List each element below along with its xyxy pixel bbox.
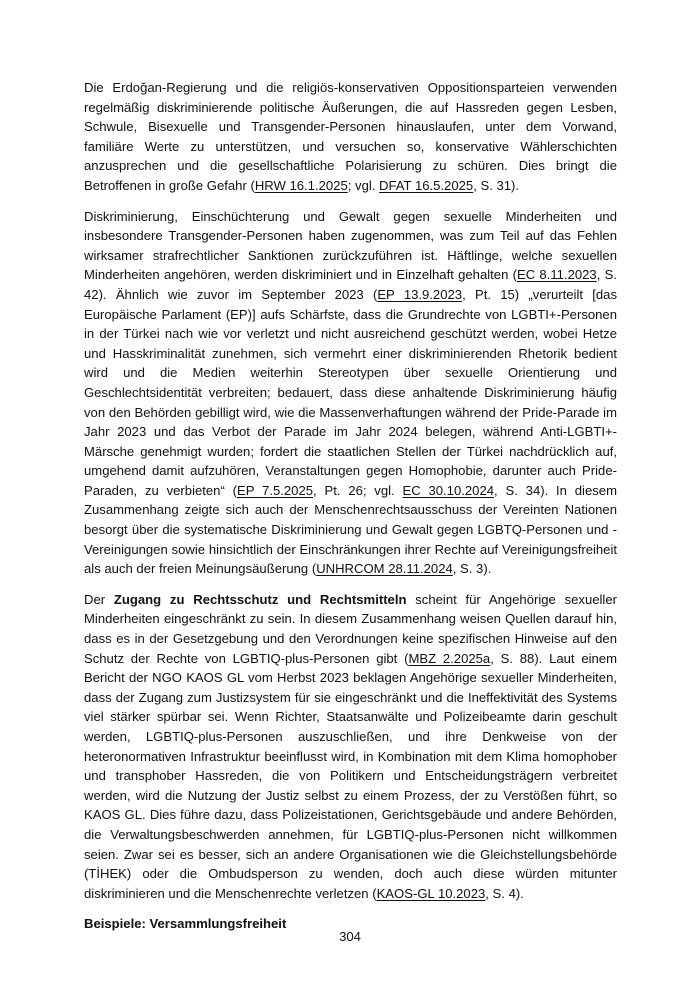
source-reference-link[interactable]: DFAT 16.5.2025 <box>379 177 474 193</box>
text-segment: , S. 3). <box>452 561 492 577</box>
paragraph-3 <box>84 590 617 904</box>
text-segment: , S. 31). <box>473 177 520 193</box>
bold-term: Zugang zu Rechtsschutz und Rechtsmitteln <box>113 591 407 607</box>
page-number: 304 <box>339 929 361 944</box>
text-segment: , S. 34). In diesem Zusammenhang zeigte sich auch der Menschenrechtsausschuss der Vereinten Nationen besorgt über die systematische Diskriminierung und Gewalt gegen LGBTQ-Personen und -Vereinigungen sowie hinsichtlich der Einschränkungen ihrer Rechte auf Vereinigungsfreiheit als auch der freien Meinungsäußerung ( <box>84 482 617 577</box>
source-reference-link[interactable]: EP 13.9.2023 <box>377 286 463 302</box>
paragraph-2 <box>84 207 617 579</box>
text-segment: scheint für Angehörige sexueller Minderheiten eingeschränkt zu sein. In diesem Zusammenhang weisen Quellen darauf hin, dass es in der Gesetzgebung und den Verordnungen keine spezifischen Hinweise auf den Schutz der Rechte von LGBTIQ-plus-Personen gibt ( <box>84 591 617 666</box>
source-reference-link[interactable]: HRW 16.1.2025 <box>254 177 348 193</box>
paragraph-1 <box>84 78 617 196</box>
source-reference-link[interactable]: EC 30.10.2024 <box>402 482 495 498</box>
source-reference-link[interactable]: KAOS-GL 10.2023 <box>376 885 486 901</box>
source-reference-link[interactable]: UNHRCOM 28.11.2024 <box>316 561 453 577</box>
text-segment: Diskriminierung, Einschüchterung und Gewalt gegen sexuelle Minderheiten und insbesondere Transgender-Personen haben zugenommen, was zum Teil auf das Fehlen wirksamer strafrechtlicher Sanktionen zurückzuführen ist. Häftlinge, welche sexuellen Minderheiten angehören, werden diskriminiert und in Einzelhaft gehalten ( <box>84 208 617 283</box>
text-segment: , S. 4). <box>485 885 524 901</box>
section-heading: Beispiele: Versammlungsfreiheit <box>84 916 287 932</box>
main-content <box>84 78 617 934</box>
text-segment: Die Erdoğan-Regierung und die religiös-konservativen Oppositionsparteien verwenden regelmäßig diskriminierende politische Äußerungen, die auf Hassreden gegen Lesben, Schwule, Bisexuelle und Transgender-Personen hinauslaufen, unter dem Vorwand, familiäre Werte zu unterstützen, und versuchen so, konservative Wählerschichten anzusprechen und die gesellschaftliche Polarisierung zu schüren. Dies bringt die Betroffenen in große Gefahr ( <box>84 80 617 193</box>
source-reference-link[interactable]: EC 8.11.2023 <box>516 267 597 283</box>
text-segment: , S. 42). Ähnlich wie zuvor im September 2023 ( <box>84 267 617 302</box>
text-segment: Der <box>84 591 114 607</box>
text-segment: ; vgl. <box>347 177 380 193</box>
text-segment: , Pt. 26; vgl. <box>313 482 403 498</box>
source-reference-link[interactable]: EP 7.5.2025 <box>237 482 314 498</box>
text-segment: , S. 88). Laut einem Bericht der NGO KAOS GL vom Herbst 2023 beklagen Angehörige sexueller Minderheiten, dass der Zugang zum Justizsystem für sie eingeschränkt und die Ineffektivität des Systems viel stärker spürbar sei. Wenn Richter, Staatsanwälte und Polizeibeamte darin geschult werden, LGBTIQ-plus-Personen auszuschließen, und ihre Denkweise von der heteronormativen Infrastruktur beeinflusst wird, in Kombination mit dem Klima homophober und transphober Hassreden, die von Politikern und Entscheidungsträgern verbreitet werden, wird die Nutzung der Justiz selbst zu einem Prozess, der zu Verstößen führt, so KAOS GL. Dies führe dazu, dass Polizeistationen, Gerichtsgebäude und andere Behörden, die Verwaltungsbeschwerden annehmen, für LGBTIQ-plus-Personen nicht willkommen seien. Zwar sei es besser, sich an andere Organisationen wie die Gleichstellungsbehörde (TİHEK) oder die Ombudsperson zu wenden, doch auch diese würden mitunter diskriminieren und die Menschenrechte verletzen ( <box>84 650 617 901</box>
source-reference-link[interactable]: MBZ 2.2025a <box>408 650 491 666</box>
text-segment: , Pt. 15) „verurteilt [das Europäische Parlament (EP)] aufs Schärfste, dass die Grundrechte von LGBTI+-Personen in der Türkei nach wie vor verletzt und nicht ausreichend geschützt werden, wobei Hetze und Hasskriminalität zunehmen, sich vermehrt einer diskriminierenden Rhetorik bedient wird und die Medien weiterhin Stereotypen über sexuelle Orientierung und Geschlechtsidentität verbreiten; bedauert, dass diese anhaltende Diskriminierung häufig von den Behörden gebilligt wird, wie die Massenverhaftungen während der Pride-Parade im Jahr 2023 und das Verbot der Parade im Jahr 2024 belegen, während Anti-LGBTI+-Märsche genehmigt wurden; fordert die staatlichen Stellen der Türkei nachdrücklich auf, umgehend damit aufzuhören, Veranstaltungen gegen Homophobie, darunter auch Pride-Paraden, zu verbieten“ ( <box>84 286 617 498</box>
